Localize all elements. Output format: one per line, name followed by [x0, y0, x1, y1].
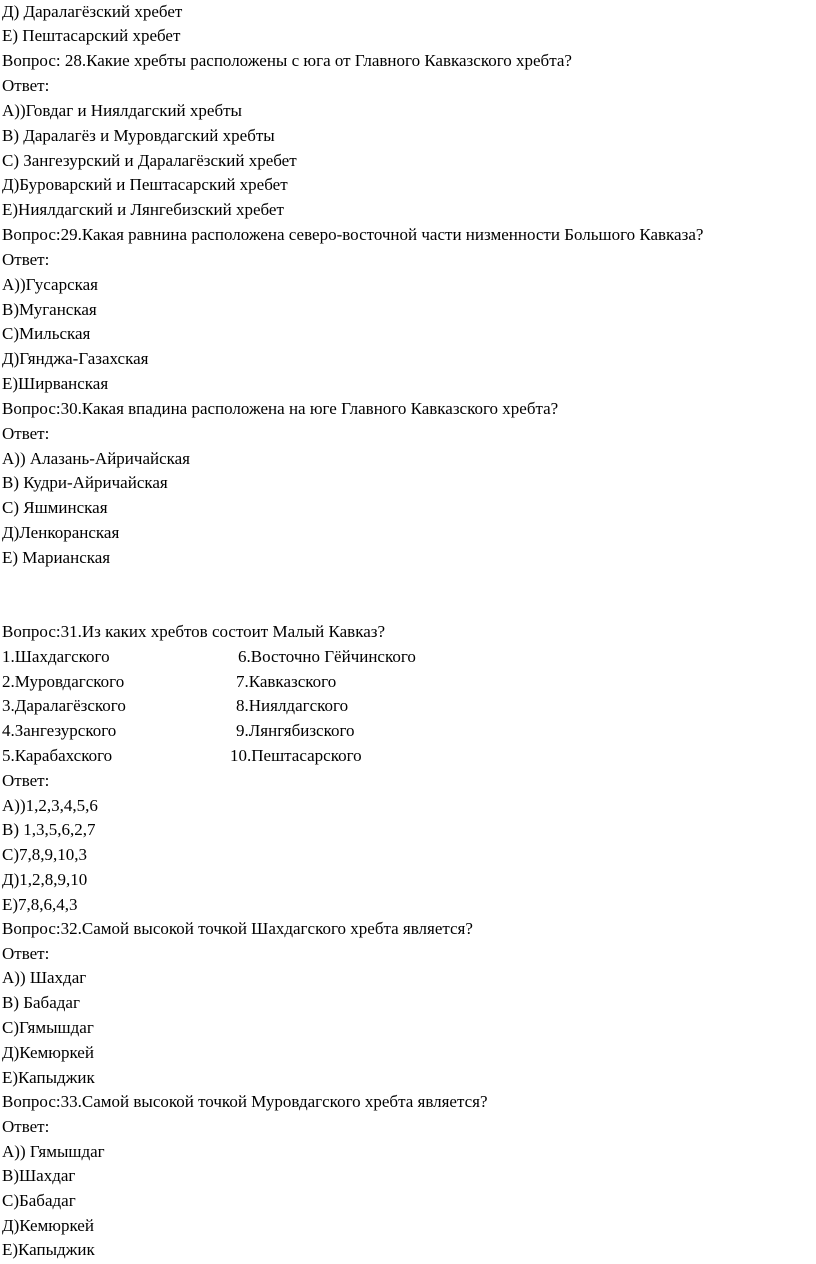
q30-answer-label: Ответ:	[2, 424, 50, 443]
q31-question: Вопрос:31.Из каких хребтов состоит Малый Кавказ?	[2, 622, 386, 641]
q29-option-b: В)Муганская	[2, 300, 97, 319]
q30-question: Вопрос:30.Какая впадина расположена на юге Главного Кавказского хребта?	[2, 399, 559, 418]
q31-list-item-10: 10.Пештасарского	[230, 746, 362, 765]
q29-option-e: Е)Ширванская	[2, 374, 109, 393]
q32-answer-label: Ответ:	[2, 944, 50, 963]
q32-option-e: Е)Капыджик	[2, 1068, 95, 1087]
q33-question: Вопрос:33.Самой высокой точкой Муровдагского хребта является?	[2, 1092, 488, 1111]
q30-option-b: В) Кудри-Айричайская	[2, 473, 168, 492]
q31-list-item-6: 6.Восточно Гёйчинского	[238, 647, 416, 666]
q32-question: Вопрос:32.Самой высокой точкой Шахдагского хребта является?	[2, 919, 473, 938]
q30-option-a: А)) Алазань-Айричайская	[2, 449, 191, 468]
q31-option-b: В) 1,3,5,6,2,7	[2, 820, 96, 839]
q31-option-d: Д)1,2,8,9,10	[2, 870, 88, 889]
q28-option-c: С) Зангезурский и Даралагёзский хребет	[2, 151, 297, 170]
q30-option-d: Д)Ленкоранская	[2, 523, 120, 542]
q29-option-a: А))Гусарская	[2, 275, 98, 294]
q32-option-d: Д)Кемюркей	[2, 1043, 94, 1062]
q28-answer-label: Ответ:	[2, 76, 50, 95]
q31-list-item-9: 9.Лянгябизского	[236, 721, 355, 740]
q32-option-a: А)) Шахдаг	[2, 968, 87, 987]
q30-option-c: С) Яшминская	[2, 498, 108, 517]
prev-option-e: Е) Пештасарский хребет	[2, 26, 181, 45]
q31-list-item-8: 8.Ниялдагского	[236, 696, 349, 715]
q31-list-item-1: 1.Шахдагского	[2, 647, 110, 666]
q28-option-d: Д)Буроварский и Пештасарский хребет	[2, 175, 288, 194]
q31-option-c: С)7,8,9,10,3	[2, 845, 87, 864]
q31-option-e: Е)7,8,6,4,3	[2, 895, 78, 914]
q33-option-d: Д)Кемюркей	[2, 1216, 94, 1235]
q33-option-c: С)Бабадаг	[2, 1191, 76, 1210]
q29-option-d: Д)Гянджа-Газахская	[2, 349, 149, 368]
q31-list-item-3: 3.Даралагёзского	[2, 696, 126, 715]
q31-answer-label: Ответ:	[2, 771, 50, 790]
q28-option-b: В) Даралагёз и Муровдагский хребты	[2, 126, 275, 145]
prev-option-d: Д) Даралагёзский хребет	[2, 2, 183, 21]
q29-option-c: С)Мильская	[2, 324, 91, 343]
q29-answer-label: Ответ:	[2, 250, 50, 269]
q33-answer-label: Ответ:	[2, 1117, 50, 1136]
q33-option-e: Е)Капыджик	[2, 1240, 95, 1259]
q33-option-b: В)Шахдаг	[2, 1166, 76, 1185]
q31-list-item-5: 5.Карабахского	[2, 746, 113, 765]
q31-list-item-4: 4.Зангезурского	[2, 721, 117, 740]
q28-question: Вопрос: 28.Какие хребты расположены с юга от Главного Кавказского хребта?	[2, 51, 572, 70]
q28-option-a: А))Говдаг и Ниялдагский хребты	[2, 101, 242, 120]
q31-list-item-2: 2.Муровдагского	[2, 672, 125, 691]
q29-question: Вопрос:29.Какая равнина расположена северо-восточной части низменности Большого Кавказа?	[2, 225, 704, 244]
q33-option-a: А)) Гямышдаг	[2, 1142, 105, 1161]
q31-list-item-7: 7.Кавказского	[236, 672, 337, 691]
q30-option-e: Е) Марианская	[2, 548, 111, 567]
q28-option-e: Е)Ниялдагский и Лянгебизский хребет	[2, 200, 284, 219]
q32-option-b: В) Бабадаг	[2, 993, 80, 1012]
q32-option-c: С)Гямышдаг	[2, 1018, 94, 1037]
q31-option-a: А))1,2,3,4,5,6	[2, 796, 98, 815]
